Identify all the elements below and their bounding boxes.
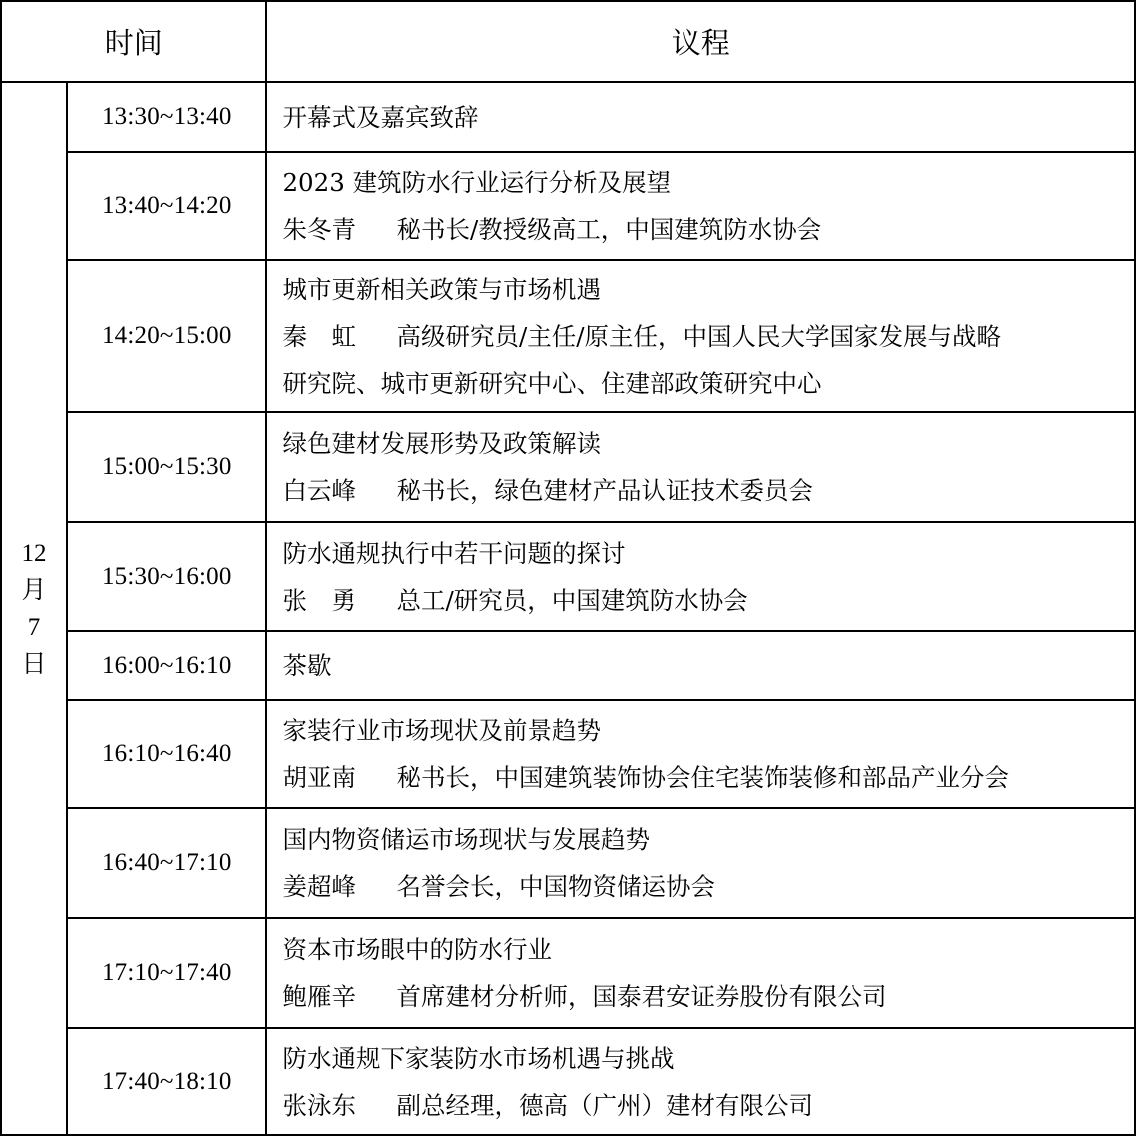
agenda-row [1,260,1135,412]
time-cell: 16:40~17:10 [67,808,266,918]
time-cell: 13:30~13:40 [67,82,266,152]
date-date-number: 7 [27,613,41,641]
agenda-row [1,412,1135,522]
program-cell [266,808,1135,918]
session-title: 国内物资储运市场现状与发展趋势 [282,825,650,854]
speaker-name: 朱冬青 [282,215,356,244]
speaker-name: 白云峰 [282,476,356,505]
speaker-name: 胡亚南 [282,763,356,792]
speaker-info-continued: 研究院、城市更新研究中心、住建部政策研究中心 [282,368,822,398]
program-cell [266,260,1135,412]
session-title: 2023 建筑防水行业运行分析及展望 [282,168,672,197]
agenda-row [1,808,1135,918]
time-cell: 17:40~18:10 [67,1028,266,1135]
time-cell: 13:40~14:20 [67,152,266,260]
program-cell [266,152,1135,260]
agenda-row [1,631,1135,700]
header-time: 时间 [1,1,266,82]
speaker-info: 秘书长，中国建筑装饰协会住宅装饰装修和部品产业分会 [396,763,1009,792]
program-cell [266,412,1135,522]
speaker-line [282,754,1130,801]
speaker-info: 副总经理，德高（广州）建材有限公司 [396,1090,813,1120]
time-cell: 15:30~16:00 [67,522,266,631]
session-title: 防水通规下家装防水市场机遇与挑战 [282,1043,675,1073]
time-cell: 16:10~16:40 [67,700,266,808]
speaker-name: 张泳东 [282,1090,356,1120]
agenda-row [1,918,1135,1028]
speaker-name: 张 勇 [282,585,356,615]
speaker-line [282,1082,1130,1129]
speaker-line [282,973,1130,1020]
speaker-line [282,206,1130,253]
agenda-row [1,82,1135,152]
program-cell [266,522,1135,631]
program-cell [266,1028,1135,1135]
speaker-line [282,863,1130,910]
speaker-info: 总工/研究员，中国建筑防水协会 [396,585,748,615]
program-cell [266,918,1135,1028]
session-title: 家装行业市场现状及前景趋势 [282,716,601,745]
time-cell: 17:10~17:40 [67,918,266,1028]
session-title: 绿色建材发展形势及政策解读 [282,429,601,458]
date-day-number: 12 [21,539,47,567]
program-cell [266,700,1135,808]
program-cell [266,631,1135,700]
speaker-info: 高级研究员/主任/原主任，中国人民大学国家发展与战略 [396,321,1001,351]
speaker-line [282,577,1130,624]
header-agenda: 议程 [266,1,1135,82]
date-cell [1,82,67,1135]
header-row [1,1,1135,82]
speaker-name: 秦 虹 [282,321,356,351]
agenda-row [1,152,1135,260]
speaker-info: 名誉会长，中国物资储运协会 [396,872,715,901]
time-cell: 14:20~15:00 [67,260,266,412]
session-title: 资本市场眼中的防水行业 [282,935,552,964]
date-month-char: 月 [21,576,47,604]
speaker-info: 首席建材分析师，国泰君安证券股份有限公司 [396,982,887,1011]
date-day-char: 日 [21,650,47,678]
speaker-name: 姜超峰 [282,872,356,901]
time-cell: 16:00~16:10 [67,631,266,700]
time-cell: 15:00~15:30 [67,412,266,522]
program-cell [266,82,1135,152]
agenda-row [1,700,1135,808]
agenda-row [1,1028,1135,1135]
speaker-info: 秘书长，绿色建材产品认证技术委员会 [396,476,813,505]
speaker-info: 秘书长/教授级高工，中国建筑防水协会 [396,215,822,244]
speaker-line [282,313,1130,360]
session-title: 茶歇 [282,651,332,680]
session-title: 城市更新相关政策与市场机遇 [282,274,601,304]
agenda-row [1,522,1135,631]
speaker-line [282,467,1130,514]
session-title: 防水通规执行中若干问题的探讨 [282,538,626,568]
session-title: 开幕式及嘉宾致辞 [282,102,479,132]
speaker-name: 鲍雁辛 [282,982,356,1011]
